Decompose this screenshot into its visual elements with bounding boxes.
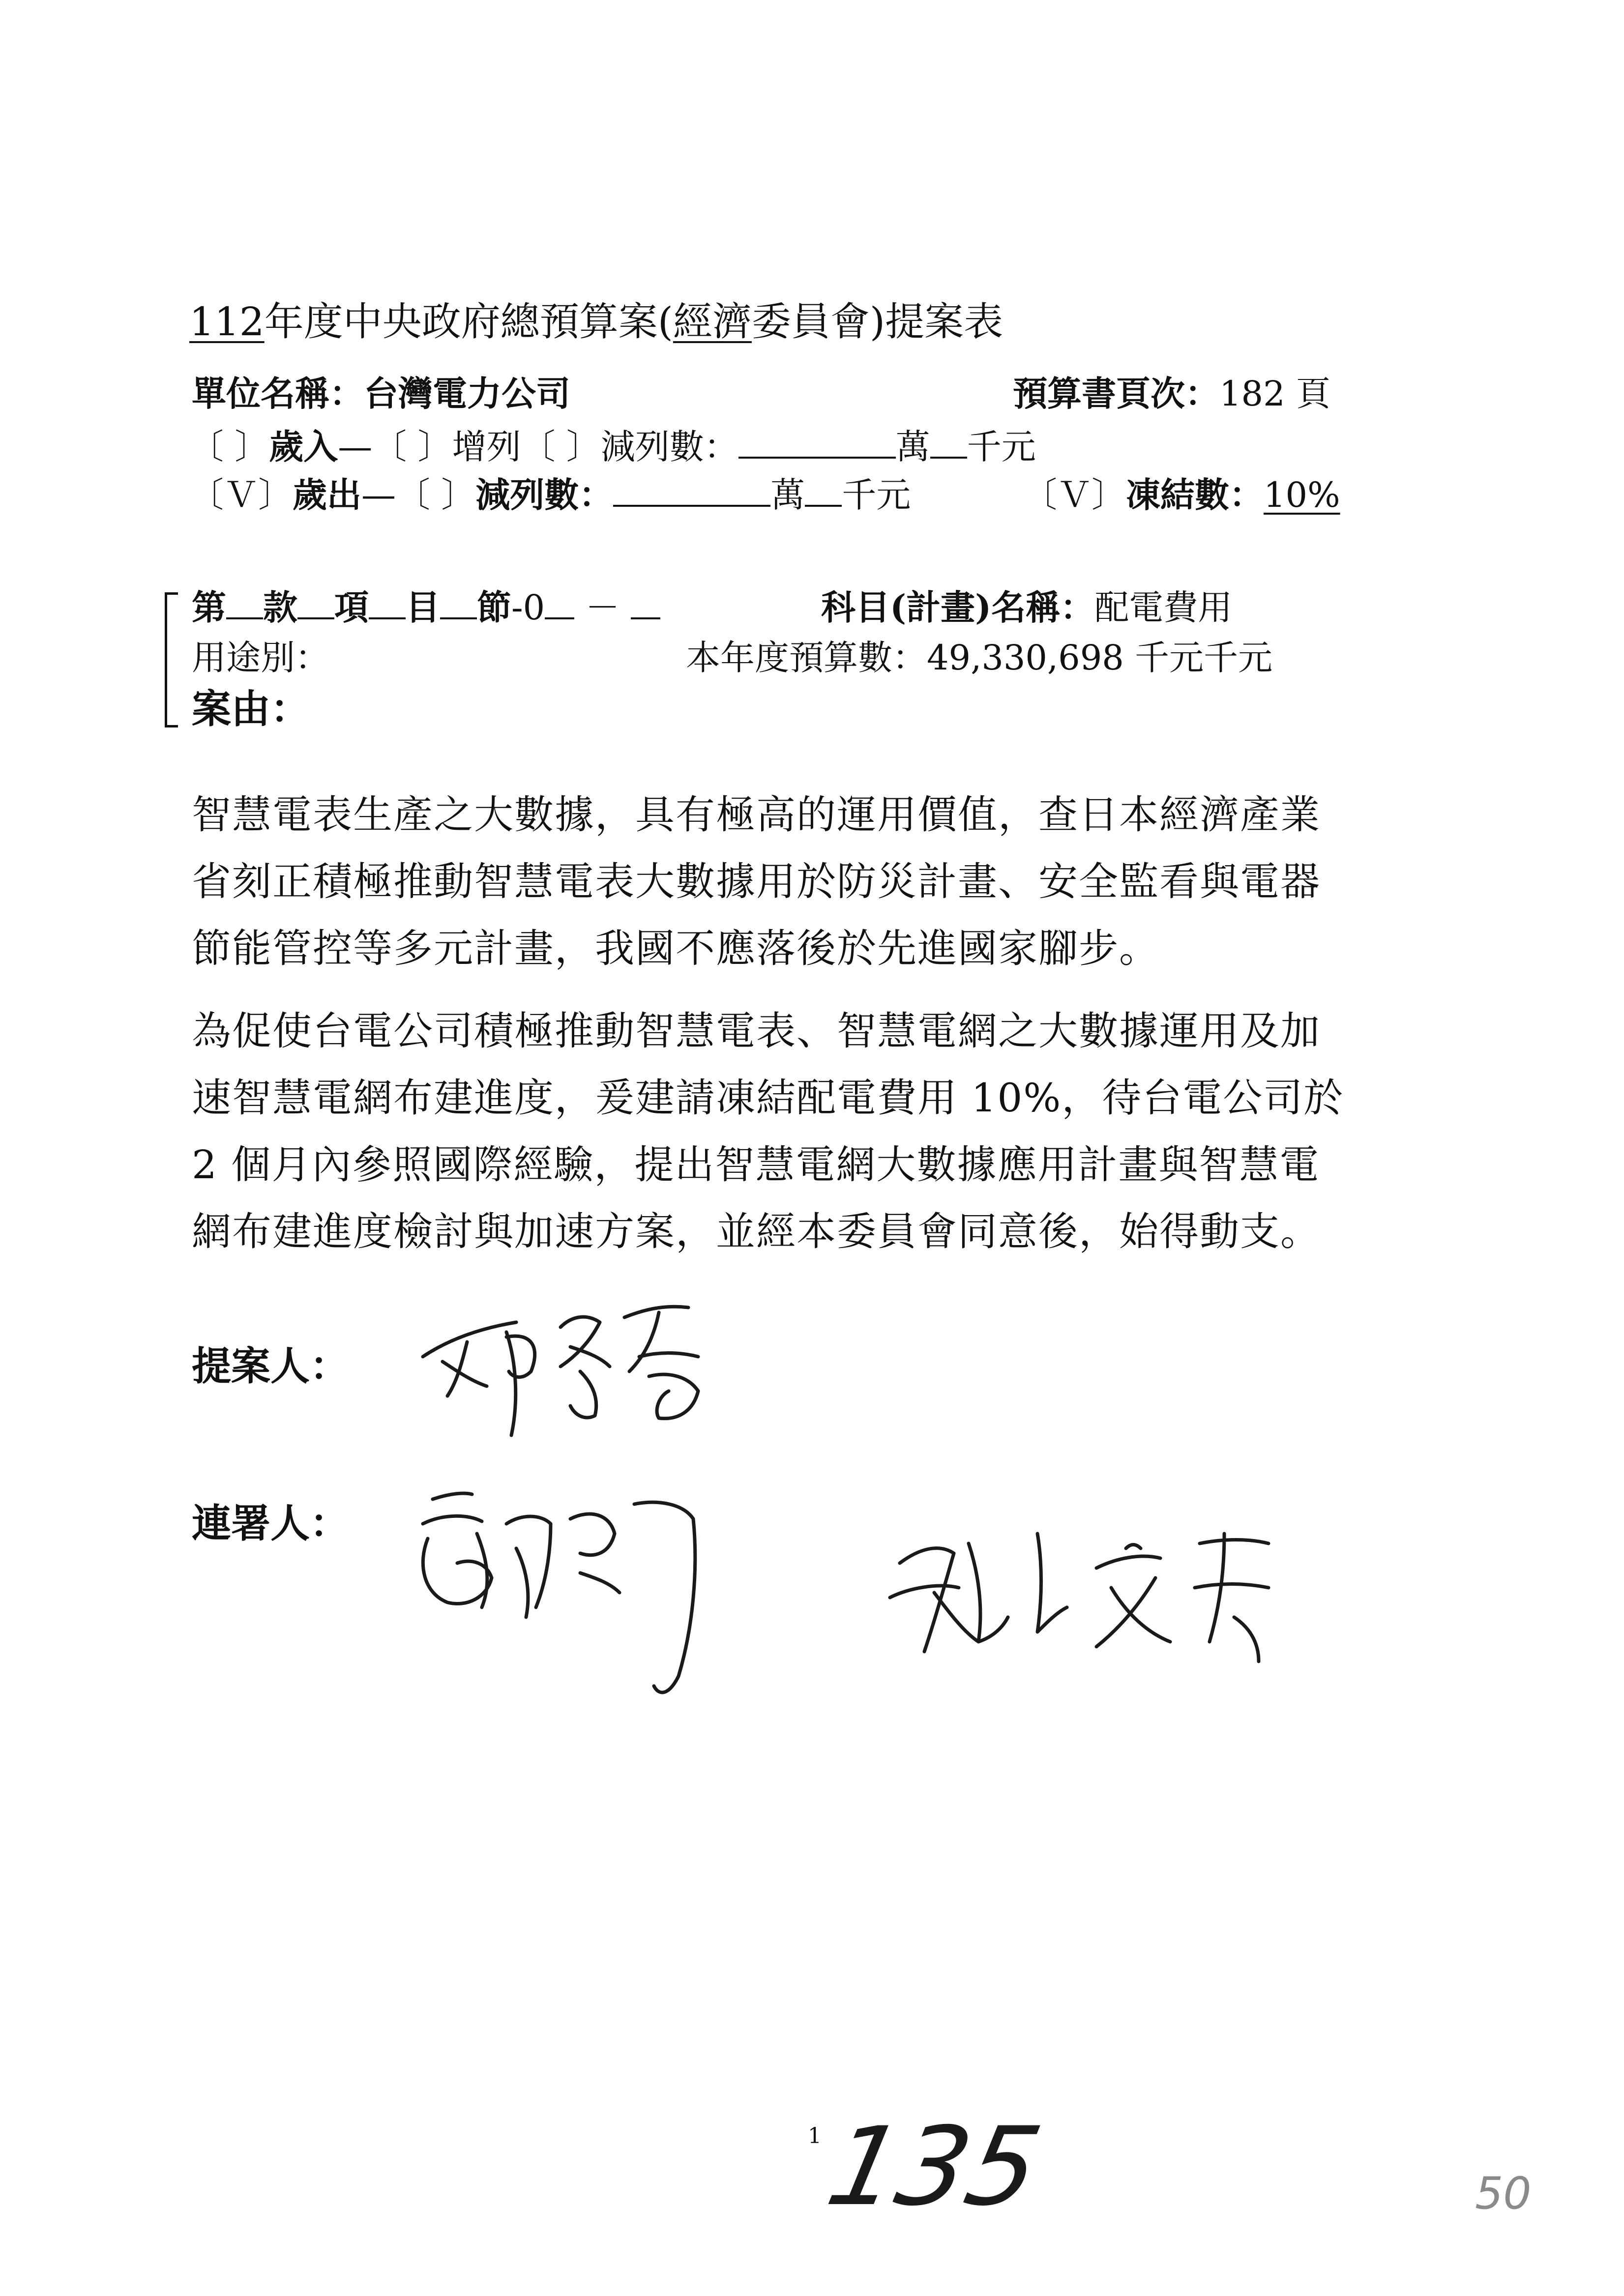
budget-page-value: 182 頁	[1219, 374, 1330, 414]
reason-label: 案由：	[192, 686, 310, 732]
expense-checkbox: 〔Ｖ〕	[189, 475, 293, 515]
revenue-row	[189, 419, 1036, 469]
cls-xiang: 項	[334, 587, 369, 628]
budget-row	[686, 630, 1272, 680]
expense-row	[189, 467, 911, 517]
paragraph-1	[192, 782, 1321, 982]
budget-value: 49,330,698 千元千元	[927, 638, 1273, 678]
budget-label: 本年度預算數：	[686, 638, 927, 678]
paragraph-2-line: 網布建進度檢討與加速方案，並經本委員會同意後，始得動支。	[192, 1209, 1321, 1254]
handwritten-page-number: 135	[817, 2104, 1051, 2230]
revenue-amount-blank	[738, 429, 896, 459]
expense-wan-blank	[805, 477, 842, 507]
revenue-wan-blank	[930, 429, 967, 459]
cls-dash: －	[585, 587, 620, 628]
unit-label: 單位名稱：	[192, 373, 364, 414]
subject-label: 科目(計畫)名稱：	[821, 587, 1095, 628]
revenue-dash: —	[338, 427, 373, 467]
freeze-checkbox: 〔Ｖ〕	[1023, 475, 1126, 515]
paragraph-2	[192, 998, 1344, 1265]
unit-name-row	[192, 366, 570, 416]
revenue-wan: 萬	[895, 427, 930, 467]
subject-value: 配電費用	[1094, 587, 1233, 628]
paragraph-2-line: 2 個月內參照國際經驗，提出智慧電網大數據應用計畫與智慧電	[192, 1142, 1320, 1188]
revenue-label: 歲入	[269, 426, 338, 467]
paragraph-2-line: 速智慧電網布建進度，爰建請凍結配電費用 10%，待台電公司於	[192, 1075, 1344, 1121]
decrease-checkbox: 〔 〕	[521, 427, 601, 467]
usage-label: 用途別：	[192, 638, 329, 678]
cls-blank-5	[545, 590, 574, 619]
paragraph-1-line: 智慧電表生產之大數據，具有極高的運用價值，查日本經濟產業	[192, 792, 1321, 838]
paragraph-2-line: 為促使台電公司積極推動智慧電表、智慧電網之大數據運用及加	[192, 1008, 1321, 1054]
cls-blank-3	[369, 590, 406, 619]
increase-label: 增列	[452, 427, 521, 467]
cosigner-signature-2	[880, 1514, 1283, 1676]
budget-page-label: 預算書頁次：	[1013, 373, 1219, 414]
expense-wan: 萬	[770, 475, 805, 515]
cls-blank-2	[297, 590, 334, 619]
cls-jie-value: -0	[511, 587, 545, 628]
corner-number: 50	[1475, 2168, 1532, 2219]
expense-amount-blank	[613, 477, 770, 507]
paragraph-1-line: 省刻正積極推動智慧電表大數據用於防災計畫、安全監看與電器	[192, 859, 1321, 904]
proposer-label: 提案人：	[192, 1343, 349, 1389]
increase-checkbox: 〔 〕	[372, 427, 452, 467]
cls-blank-4	[440, 590, 477, 619]
cosigner-signature-1	[403, 1480, 747, 1706]
freeze-label: 凍結數：	[1126, 474, 1264, 515]
expense-decrease-label: 減列數：	[475, 474, 614, 515]
title-end: 委員會)提案表	[751, 299, 1004, 345]
cls-di: 第	[192, 587, 226, 628]
cls-blank-6	[631, 590, 660, 619]
expense-dash: —	[361, 475, 396, 515]
title-committee: 經濟	[673, 299, 752, 345]
unit-value: 台灣電力公司	[364, 373, 570, 414]
cls-kuan: 款	[263, 587, 297, 628]
cls-jie: 節	[477, 587, 511, 628]
cosigner-label: 連署人：	[192, 1500, 349, 1546]
subject-row	[821, 580, 1232, 630]
cls-mu: 目	[406, 587, 440, 628]
title-year: 112	[189, 299, 265, 345]
classification-bracket	[165, 592, 178, 727]
page-number: 1	[808, 2123, 822, 2149]
budget-page-row	[1013, 366, 1330, 416]
page-title	[189, 290, 1003, 347]
title-text: 年度中央政府總預算案(	[264, 299, 673, 345]
paragraph-1-line: 節能管控等多元計畫，我國不應落後於先進國家腳步。	[192, 926, 1159, 971]
cls-blank-1	[226, 590, 263, 619]
freeze-value: 10%	[1264, 475, 1340, 515]
revenue-qianyuan: 千元	[967, 427, 1036, 467]
revenue-checkbox: 〔 〕	[189, 427, 269, 467]
freeze-row	[1023, 467, 1340, 517]
classification-row	[192, 580, 660, 630]
proposer-signature	[413, 1298, 738, 1475]
expense-qianyuan: 千元	[842, 475, 911, 515]
expense-label: 歲出	[293, 474, 361, 515]
revenue-decrease-label: 減列數：	[600, 427, 738, 467]
expense-decrease-checkbox: 〔 〕	[396, 475, 476, 515]
